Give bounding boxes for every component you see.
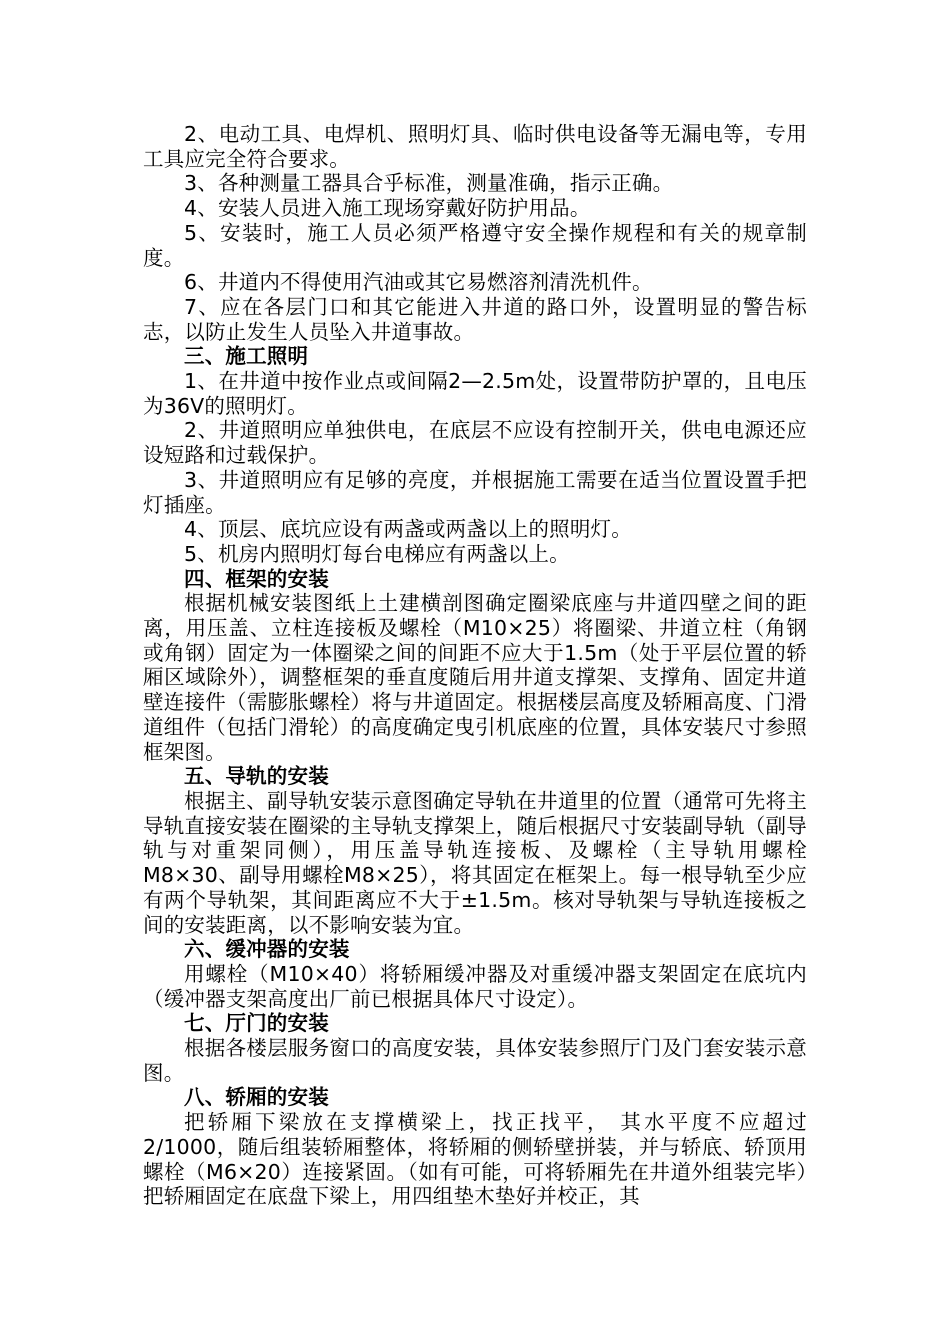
section-heading-rails: 五、导轨的安装 (184, 764, 329, 789)
section-heading-car: 八、轿厢的安装 (184, 1085, 329, 1110)
section-heading-lighting: 三、施工照明 (184, 344, 309, 369)
paragraph-protective-gear: 4、安装人员进入施工现场穿戴好防护用品。 (184, 196, 591, 221)
paragraph-warning-signs: 7、应在各层门口和其它能进入井道的路口外，设置明显的警告标志，以防止发生人员坠入井道事故。 (143, 294, 807, 344)
paragraph-buffer: 用螺栓（M10×40）将轿厢缓冲器及对重缓冲器支架固定在底坑内（缓冲器支架高度出厂前已根据具体尺寸设定）。 (143, 961, 807, 1011)
paragraph-lighting-3: 3、井道照明应有足够的亮度，并根据施工需要在适当位置设置手把灯插座。 (143, 467, 807, 517)
section-heading-frame: 四、框架的安装 (184, 566, 329, 591)
document-body (143, 122, 807, 1209)
paragraph-lighting-4: 4、顶层、底坑应设有两盏或两盏以上的照明灯。 (184, 517, 632, 542)
paragraph-hall-door: 根据各楼层服务窗口的高度安装，具体安装参照厅门及门套安装示意图。 (143, 1036, 807, 1085)
paragraph-safety-rules: 5、安装时，施工人员必须严格遵守安全操作规程和有关的规章制度。 (143, 220, 807, 270)
paragraph-no-gasoline: 6、井道内不得使用汽油或其它易燃溶剂清洗机件。 (184, 270, 653, 295)
paragraph-tools: 2、电动工具、电焊机、照明灯具、临时供电设备等无漏电等，专用工具应完全符合要求。 (143, 122, 807, 171)
paragraph-lighting-2: 2、井道照明应单独供电，在底层不应设有控制开关，供电电源还应设短路和过载保护。 (143, 418, 807, 468)
paragraph-lighting-5: 5、机房内照明灯每台电梯应有两盏以上。 (184, 541, 570, 566)
section-heading-hall-door: 七、厅门的安装 (184, 1011, 329, 1036)
section-heading-buffer: 六、缓冲器的安装 (184, 937, 350, 962)
paragraph-car: 把轿厢下梁放在支撑横梁上，找正找平， 其水平度不应超过2/1000，随后组装轿厢整体，将轿厢的侧轿壁拼装，并与轿底、轿顶用螺栓（M6×20）连接紧固。（如有可能，可将轿厢先在井道外组装完毕）把轿厢固定在底盘下梁上，用四组垫木垫好并校正，其 (143, 1110, 807, 1209)
paragraph-rails: 根据主、副导轨安装示意图确定导轨在井道里的位置（通常可先将主导轨直接安装在圈梁的主导轨支撑架上，随后根据尺寸安装副导轨（副导轨与对重架同侧），用压盖导轨连接板、及螺栓（主导轨用螺栓M8×30、副导用螺栓M8×25），将其固定在框架上。每一根导轨至少应有两个导轨架，其间距离应不大于±1.5m。核对导轨架与导轨连接板之间的安装距离，以不影响安装为宜。 (143, 788, 807, 937)
paragraph-frame: 根据机械安装图纸上土建横剖图确定圈梁底座与井道四壁之间的距离，用压盖、立柱连接板及螺栓（M10×25）将圈梁、井道立柱（角钢或角钢）固定为一体圈梁之间的间距不应大于1.5m（处于平层位置的轿厢区域除外），调整框架的垂直度随后用井道支撑架、支撑角、固定井道壁连接件（需膨胀螺栓）将与井道固定。根据楼层高度及轿厢高度、门滑道组件（包括门滑轮）的高度确定曳引机底座的位置，具体安装尺寸参照框架图。 (143, 591, 807, 764)
paragraph-lighting-1: 1、在井道中按作业点或间隔2—2.5m处，设置带防护罩的，且电压为36V的照明灯。 (143, 369, 807, 418)
paragraph-measuring: 3、各种测量工器具合乎标准，测量准确，指示正确。 (184, 171, 674, 196)
